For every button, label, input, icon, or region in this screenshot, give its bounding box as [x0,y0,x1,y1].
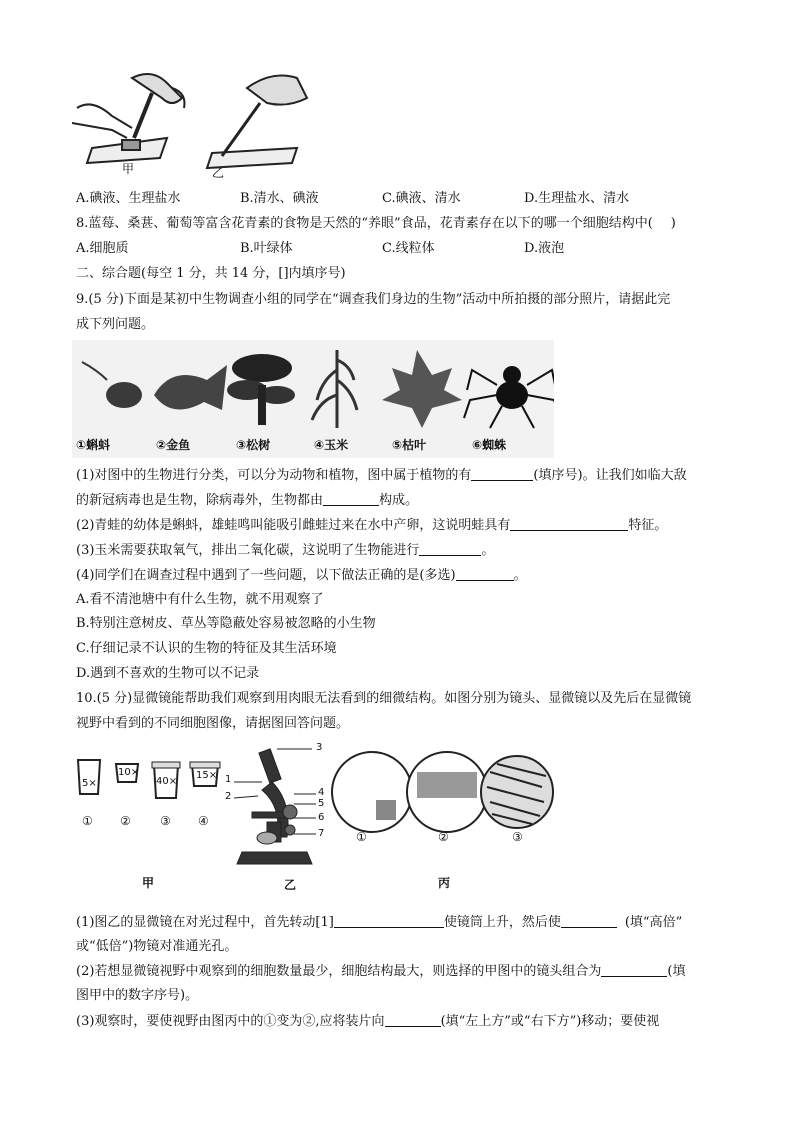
microscope-figure [72,742,554,897]
q7-option-d[interactable]: D.生理盐水、清水 [524,191,630,206]
q8-option-b[interactable]: B.叶绿体 [240,241,293,256]
scope-label-1: 1 [225,774,232,785]
fig-label-bing: 丙 [438,876,451,890]
figure-jia [72,74,185,163]
scope-label-7: 7 [318,828,325,839]
q9-part1-line1: (1)对图中的生物进行分类，可以分为动物和植物，图中属于植物的有 (填序号)。让我们如临大敌 [76,468,687,483]
q8-option-c[interactable]: C.线粒体 [382,241,435,256]
staining-figure [72,68,312,180]
q9-choice-c[interactable]: C.仔细记录不认识的生物的特征及其生活环境 [76,641,337,656]
answer-blank[interactable] [419,541,481,556]
answer-blank[interactable] [334,913,444,928]
view-num-2: ② [438,830,449,844]
caption-spider: ⑥蜘蛛 [472,438,507,452]
q10-part2-line1: (2)若想显微镜视野中观察到的细胞数量最少，细胞结构最大，则选择的甲图中的镜头组合为 (填 [76,964,686,979]
spider-image [464,366,554,428]
answer-blank[interactable] [323,491,379,506]
scope-label-5: 5 [318,798,325,809]
q9-choice-b[interactable]: B.特别注意树皮、草丛等隐蔽处容易被忽略的小生物 [76,616,376,631]
q7-option-c[interactable]: C.碘液、清水 [382,191,461,206]
q9-choice-d[interactable]: D.遇到不喜欢的生物可以不记录 [76,666,260,681]
q9-stem-line-1: 9.(5 分)下面是某初中生物调查小组的同学在“调查我们身边的生物”活动中所拍摄的部分照片，请据此完 [76,292,671,307]
scope-label-4: 4 [318,787,325,798]
scope-label-3: 3 [316,742,323,753]
q8-option-d[interactable]: D.液泡 [524,241,565,256]
q9-part2: (2)青蛙的幼体是蝌蚪，雄蛙鸣叫能吸引雌蛙过来在水中产卵，这说明蛙具有 特征。 [76,518,668,533]
q9-part3: (3)玉米需要获取氧气，排出二氧化碳，这说明了生物能进行 。 [76,543,495,558]
lens-label-3: 40× [156,776,178,787]
goldfish-image [154,365,227,410]
view-2 [407,752,487,832]
q10-part3: (3)观察时，要使视野由图丙中的①变为②,应将装片向 (填“左上方”或“右下方”)移动；要使视 [76,1014,660,1029]
answer-blank[interactable] [471,466,533,481]
lens-num-4: ④ [198,814,209,828]
view-3 [481,756,553,828]
lens-label-2: 10× [118,767,140,778]
q10-part1-line2: 或“低倍”)物镜对准通光孔。 [76,939,238,954]
caption-dead-leaf: ⑤枯叶 [392,438,427,452]
caption-tadpole: ①蝌蚪 [76,438,111,452]
answer-blank[interactable] [456,566,514,581]
lens-num-3: ③ [160,814,171,828]
corn-image [312,350,357,428]
q10-part2-line2: 图甲中的数字序号)。 [76,988,199,1003]
view-1 [332,752,412,832]
scope-label-2: 2 [225,791,232,802]
scope-label-6: 6 [318,812,325,823]
tadpole-image [82,362,142,408]
figure-label-jia: 甲 [122,162,135,176]
q8-stem: 8.蓝莓、桑葚、葡萄等富含花青素的食物是天然的“养眼”食品，花青素存在以下的哪一个细胞结构中( ) [76,216,676,231]
caption-goldfish: ②金鱼 [156,438,191,452]
pine-tree-image [227,354,295,425]
q9-stem-line-2: 成下列问题。 [76,317,155,332]
q10-stem-line-1: 10.(5 分)显微镜能帮助我们观察到用肉眼无法看到的细微结构。如图分别为镜头、显微镜以及先后在显微镜 [76,691,692,706]
organism-photos [72,340,554,458]
figure-yi [207,76,307,168]
view-num-3: ③ [512,830,523,844]
lens-num-2: ② [120,814,131,828]
q9-part4: (4)同学们在调查过程中遇到了一些问题，以下做法正确的是(多选) 。 [76,568,527,583]
answer-blank[interactable] [601,962,667,977]
view-num-1: ① [356,830,367,844]
fig-label-yi: 乙 [284,878,297,892]
lens-num-1: ① [82,814,93,828]
q9-choice-a[interactable]: A.看不清池塘中有什么生物，就不用观察了 [76,592,324,607]
caption-pine: ③松树 [236,438,271,452]
q8-option-a[interactable]: A.细胞质 [76,241,129,256]
figure-label-yi: 乙 [212,166,225,180]
answer-blank[interactable] [385,1012,441,1027]
fig-label-jia: 甲 [142,876,155,890]
q9-part1-line2: 的新冠病毒也是生物，除病毒外，生物都由 构成。 [76,493,419,508]
lens-label-1: 5× [82,778,97,789]
dead-leaf-image [382,350,462,428]
lens-label-4: 15× [196,770,218,781]
q7-option-b[interactable]: B.清水、碘液 [240,191,319,206]
q10-stem-line-2: 视野中看到的不同细胞图像，请据图回答问题。 [76,716,350,731]
answer-blank[interactable] [561,913,617,928]
answer-blank[interactable] [510,516,628,531]
caption-corn: ④玉米 [314,438,349,452]
q10-part1-line1: (1)图乙的显微镜在对光过程中，首先转动[1] 使镜筒上升，然后使 (填“高倍” [76,915,683,930]
q7-option-a[interactable]: A.碘液、生理盐水 [76,191,181,206]
microscope-image [237,749,312,864]
section-heading: 二、综合题(每空 1 分，共 14 分，[]内填序号) [76,266,346,281]
